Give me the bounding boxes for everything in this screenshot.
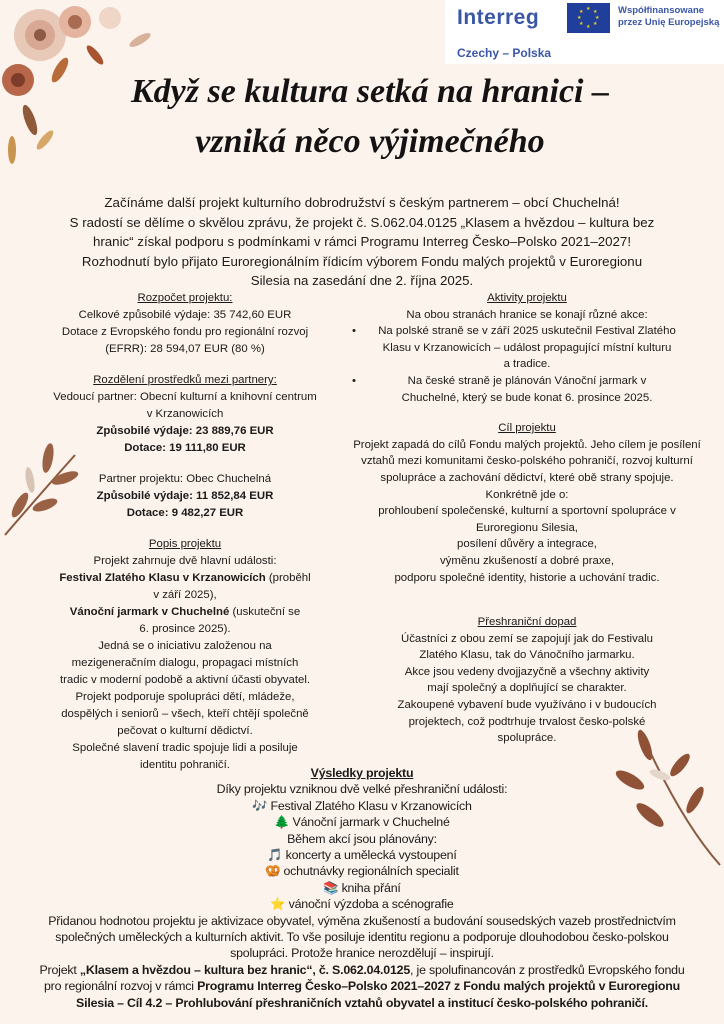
section-heading: Aktivity projektu <box>487 292 567 304</box>
text-line: Akce jsou vedeny dvojjazyčně a všechny aktivity <box>404 665 650 678</box>
text-line: mezigeneračním dialogu, propagaci místních <box>71 657 299 669</box>
page-title-line-2: vzniká něco výjimečného <box>195 123 545 160</box>
text-line: spolupráce. <box>497 732 557 745</box>
bold-segment: Vánoční jarmark v Chuchelné <box>69 606 230 618</box>
eu-text-line: Współfinansowane <box>618 5 705 16</box>
spacer <box>330 406 724 420</box>
text-line: Celkové způsobilé výdaje: 35 742,60 EUR <box>78 309 292 321</box>
text-line: posílení důvěry a integrace, <box>457 538 597 551</box>
text-line: hranic“ získal podporu s podmínkami v rámci Programu Interreg Česko–Polsko 2021–2027! <box>92 234 632 249</box>
text-line: prohloubení společenské, kulturní a sportovní spolupráce v <box>378 505 676 518</box>
text-line: Rozhodnutí bylo přijato Euroregionálním řídicím výborem Fondu malých projektů v Euroregionu <box>81 253 643 269</box>
section-heading: Přeshraniční dopad <box>477 616 577 629</box>
bold-segment: Festival Zlatého Klasu v Krzanowicích <box>59 572 266 584</box>
eu-flag-icon: ★ ★ ★ ★ ★ ★ ★ ★ <box>567 3 610 33</box>
text-segment: Projekt <box>39 962 80 977</box>
bold-line: Způsobilé výdaje: 11 852,84 EUR <box>96 490 274 502</box>
text-segment: (proběhl <box>265 572 311 584</box>
spacer <box>0 522 370 536</box>
eu-cofinancing-text <box>618 5 719 29</box>
bold-segment: Programu Interreg Česko–Polsko 2021–2027 z Fondu malých projektů v Euroregionu <box>197 979 680 994</box>
list-item <box>0 798 724 814</box>
text-line: Partner projektu: Obec Chuchelná <box>98 473 272 485</box>
text-line <box>0 978 724 994</box>
text-line: identitu pohraničí. <box>140 759 230 771</box>
bullet-text: Na české straně je plánován Vánoční jarmark v <box>407 374 647 387</box>
bullet-text: Na polské straně se v září 2025 uskutečnil Festival Zlatého <box>378 325 676 338</box>
text-line: tradic v moderní podobě a aktivní účasti obyvatel. <box>59 674 311 686</box>
text-line: spolupráci. Protože hranice nerozdělují – inspirují. <box>230 946 494 961</box>
text-line: Konkrétně jde o: <box>485 488 569 501</box>
bold-segment: „Klasem a hvězdou – kultura bez hranic“, č. S.062.04.0125 <box>79 962 411 977</box>
spacer <box>0 358 370 372</box>
text-line <box>0 570 370 587</box>
list-item <box>0 814 724 830</box>
text-line: výměnu zkušeností a dobré praxe, <box>439 554 615 567</box>
text-line: dospělých i seniorů – všech, kteří chtějí společně <box>61 708 309 720</box>
text-line: S radostí se dělíme o skvělou zprávu, že projekt č. S.062.04.0125 „Klasem a hvězdou – kultura bez <box>69 214 655 230</box>
text-line: Dotace z Evropského fondu pro regionální rozvoj <box>61 326 309 338</box>
text-line: Účastníci z obou zemí se zapojují jak do Festivalu <box>401 632 653 645</box>
list-item <box>0 896 724 912</box>
text-line: mají společný a doplňující se charakter. <box>427 682 627 695</box>
text-line: Začínáme další projekt kulturního dobrodružství s českým partnerem – obcí Chuchelná! <box>104 195 620 210</box>
text-line: společných uměleckých a kulturních aktivit. To vše posiluje identitu regionu a podporuje dlouhodobou česko-polskou <box>55 930 669 945</box>
list-item-text: vánoční výzdoba a scénografie <box>288 897 454 912</box>
text-line: Projekt zahrnuje dvě hlavní události: <box>93 555 277 567</box>
text-line <box>0 962 724 978</box>
list-item <box>0 863 724 879</box>
section-heading: Cíl projektu <box>498 422 556 435</box>
program-region: Czechy – Polska <box>457 46 552 60</box>
right-column <box>330 290 724 747</box>
text-line: Jedná se o iniciativu založenou na <box>98 640 272 652</box>
text-line: Přidanou hodnotou projektu je aktivizace obyvatel, výměna zkušeností a budování sousedských vazeb prostřednictvím <box>48 913 676 928</box>
bullet-item <box>330 323 724 340</box>
text-line: spolupráce a zachování dědictví, které obě strany spojuje. <box>380 471 674 484</box>
list-item-text: kniha přání <box>341 880 401 895</box>
bold-segment: Silesia – Cíl 4.2 – Prohlubování přeshraničních vztahů obyvatel a institucí česko-polského pohraničí. <box>76 995 648 1010</box>
text-line: Během akcí jsou plánovány: <box>287 831 437 846</box>
text-segment: pro regionální rozvoj v rámci <box>43 979 198 994</box>
text-line: (EFRR): 28 594,07 EUR (80 %) <box>105 343 265 355</box>
left-column <box>0 290 370 774</box>
text-line: Euroregionu Silesia, <box>476 521 578 534</box>
section-heading: Výsledky projektu <box>310 766 414 780</box>
text-line: Klasu v Krzanowicích – událost propagující místní kulturu <box>382 341 672 354</box>
list-item <box>0 847 724 863</box>
bold-line: Způsobilé výdaje: 23 889,76 EUR <box>96 425 274 437</box>
text-segment: (uskuteční se <box>229 606 301 618</box>
text-line: Projekt zapadá do cílů Fondu malých projektů. Jeho cílem je posílení <box>353 438 701 451</box>
emoji-icon: 🎵 <box>267 848 283 863</box>
page-title-line-1: Když se kultura setká na hranici – <box>131 73 609 110</box>
text-line: Společné slavení tradic spojuje lidi a posiluje <box>72 742 298 754</box>
bullet-item <box>330 373 724 390</box>
emoji-icon: 🌲 <box>274 815 290 830</box>
spacer <box>0 457 370 471</box>
spacer <box>330 586 724 600</box>
text-line: Silesia na zasedání dne 2. října 2025. <box>250 273 474 288</box>
text-line: Projekt podporuje spolupráci dětí, mládeže, <box>75 691 295 703</box>
list-item-text: koncerty a umělecká vystoupení <box>285 848 457 863</box>
section-heading: Rozpočet projektu: <box>137 292 233 304</box>
text-line: vztahů mezi komunitami česko-polského pohraničí, rozvoj kulturní <box>361 455 693 468</box>
emoji-icon: 📚 <box>323 880 339 895</box>
section-heading: Popis projektu <box>148 538 222 550</box>
text-line: a tradice. <box>503 358 551 371</box>
emoji-icon: 🎶 <box>252 798 268 813</box>
text-line: podporu společné identity, historie a uchování tradic. <box>394 571 660 584</box>
emoji-icon: ⭐ <box>270 897 286 912</box>
text-line: Díky projektu vzniknou dvě velké přeshraniční události: <box>216 782 508 797</box>
text-line <box>0 995 724 1011</box>
text-line: v září 2025), <box>153 589 217 601</box>
intro-text <box>0 193 724 291</box>
text-line: pečovat o kulturní dědictví. <box>117 725 253 737</box>
section-heading: Rozdělení prostředků mezi partnery: <box>93 374 277 386</box>
list-item-text: Vánoční jarmark v Chuchelné <box>292 815 450 830</box>
eu-text-line: przez Unię Europejską <box>618 17 720 28</box>
text-line: projektech, což podtrhuje trvalost česko-polské <box>408 715 646 728</box>
text-line: Zlatého Klasu, tak do Vánočního jarmarku. <box>419 649 635 662</box>
text-line: Vedoucí partner: Obecní kulturní a knihovní centrum <box>53 391 317 403</box>
results-section <box>0 765 724 1011</box>
list-item-text: Festival Zlatého Klasu v Krzanowicích <box>270 798 472 813</box>
text-segment: , je spolufinancován z prostředků Evropského fondu <box>410 962 685 977</box>
text-line: Chuchelné, který se bude konat 6. prosince 2025. <box>401 391 653 404</box>
bold-line: Dotace: 19 111,80 EUR <box>124 442 246 454</box>
text-line <box>0 604 370 621</box>
interreg-brand: Interreg <box>457 6 540 29</box>
text-line: 6. prosince 2025). <box>139 623 231 635</box>
text-line: v Krzanowicích <box>146 408 224 420</box>
list-item <box>0 880 724 896</box>
text-line: Zakoupené vybavení bude využíváno i v budoucích <box>397 699 657 712</box>
bold-line: Dotace: 9 482,27 EUR <box>126 507 244 519</box>
text-line: Na obou stranách hranice se konají různé akce: <box>406 308 648 321</box>
interreg-logo <box>445 0 724 64</box>
emoji-icon: 🥨 <box>265 864 281 879</box>
list-item-text: ochutnávky regionálních specialit <box>283 864 459 879</box>
spacer <box>330 600 724 614</box>
